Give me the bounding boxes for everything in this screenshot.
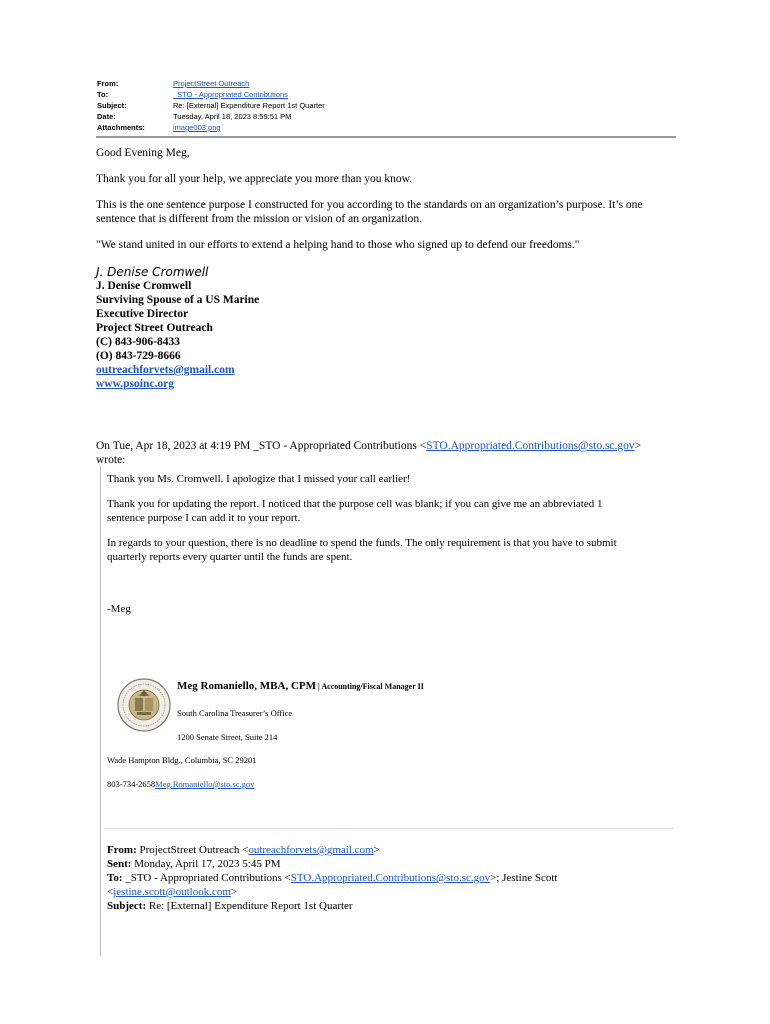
- header-divider: [96, 136, 676, 138]
- sig-line-2: Surviving Spouse of a US Marine: [96, 294, 260, 306]
- attachment-link[interactable]: image003.png: [173, 123, 221, 132]
- greeting: Good Evening Meg,: [96, 147, 190, 159]
- purpose-quote: "We stand united in our efforts to extend a helping hand to those who signed up to defend our freedoms.": [96, 239, 580, 251]
- quoted-purpose-2: sentence purpose I can add it to your report.: [107, 512, 301, 524]
- meg-sig-contact: [107, 777, 672, 791]
- header-attachments-row: [97, 122, 325, 133]
- sig-line-4: Project Street Outreach: [96, 322, 213, 334]
- fwd-from-close: >: [373, 844, 380, 856]
- on-line-email-link[interactable]: STO.Appropriated.Contributions@sto.sc.gov: [426, 440, 635, 452]
- fwd-sent-value: Monday, April 17, 2023 5:45 PM: [131, 858, 281, 870]
- sig-phone-cell: (C) 843-906-8433: [96, 336, 180, 348]
- fwd-sent-label: Sent:: [107, 858, 132, 870]
- header-to-row: [97, 89, 325, 100]
- meg-sig-name-line: [177, 679, 742, 694]
- fwd-subject-value: Re: [External] Expenditure Report 1st Quarter: [146, 900, 353, 912]
- fwd-subject-label: Subject:: [107, 900, 147, 912]
- paragraph-thanks: Thank you for all your help, we appreciate you more than you know.: [96, 173, 413, 185]
- fwd-sent-line: [107, 857, 672, 871]
- meg-sig-addr-2: Wade Hampton Bldg., Columbia, SC 29201: [107, 755, 257, 765]
- email-header: [97, 78, 325, 133]
- date-label: Date:: [97, 112, 116, 121]
- meg-sig-email-link[interactable]: Meg.Romaniello@sto.sc.gov: [155, 779, 255, 789]
- attachments-label: Attachments:: [97, 123, 145, 132]
- header-subject-row: [97, 100, 325, 111]
- quoted-message: [100, 466, 676, 956]
- fwd-from-name: ProjectStreet Outreach <: [136, 844, 249, 856]
- on-line-close: >: [634, 440, 642, 452]
- fwd-to-mid: >; Jestine Scott: [490, 872, 558, 884]
- quoted-deadline-2: quarterly reports every quarter until the funds are spent.: [107, 551, 353, 563]
- sig-web-link[interactable]: www.psoinc.org: [96, 378, 174, 390]
- handwritten-signature: J. Denise Cromwell: [96, 265, 209, 279]
- wrote-label: wrote:: [96, 454, 126, 466]
- header-from-row: [97, 78, 325, 89]
- forwarded-divider: [104, 828, 674, 829]
- treasurer-seal-logo: [117, 678, 171, 732]
- fwd-subject-line: [107, 899, 672, 913]
- from-label: From:: [97, 79, 119, 88]
- quoted-thanks: Thank you Ms. Cromwell. I apologize that I missed your call earlier!: [107, 473, 411, 485]
- paragraph-purpose-1: This is the one sentence purpose I constructed for you according to the standards on an organization’s purpose. It’s one: [96, 199, 643, 211]
- fwd-to-lt: <: [107, 886, 114, 898]
- fwd-to-gt: >: [230, 886, 238, 898]
- fwd-to-label: To:: [107, 872, 123, 884]
- subject-label: Subject:: [97, 101, 127, 110]
- fwd-from-line: [107, 843, 672, 857]
- fwd-to-email2-link[interactable]: jestine.scott@outlook.com: [113, 886, 231, 898]
- date-value: Tuesday, April 18, 2023 8:59:51 PM: [173, 112, 292, 121]
- subject-value: Re: [External] Expenditure Report 1st Quarter: [173, 101, 325, 110]
- to-value[interactable]: _STO - Appropriated Contributions: [173, 90, 288, 99]
- fwd-to-line-2: [107, 885, 672, 899]
- to-label: To:: [97, 90, 109, 99]
- quoted-purpose-1: Thank you for updating the report. I noticed that the purpose cell was blank; if you can give me an abbreviated 1: [107, 498, 603, 510]
- meg-sig-addr-1: 1200 Senate Street, Suite 214: [177, 732, 278, 742]
- fwd-to-line: [107, 871, 672, 885]
- paragraph-purpose-2: sentence that is different from the mission or vision of an organization.: [96, 213, 422, 225]
- quoted-signoff: -Meg: [107, 603, 131, 615]
- on-wrote-line: [96, 439, 671, 453]
- fwd-to-email-link[interactable]: STO.Appropriated.Contributions@sto.sc.gov: [290, 872, 491, 884]
- meg-sig-phone: 803-734-2658: [107, 779, 156, 789]
- quoted-deadline-1: In regards to your question, there is no deadline to spend the funds. The only requirement is that you have to submit: [107, 537, 617, 549]
- meg-sig-office: South Carolina Treasurer’s Office: [177, 708, 293, 718]
- fwd-from-label: From:: [107, 844, 137, 856]
- sig-phone-office: (O) 843-729-8666: [96, 350, 181, 362]
- sig-line-3: Executive Director: [96, 308, 189, 320]
- from-value[interactable]: ProjectStreet Outreach: [173, 79, 250, 88]
- reply-body: [96, 146, 671, 467]
- sig-name: J. Denise Cromwell: [96, 280, 192, 292]
- meg-sig-name: Meg Romaniello, MBA, CPM: [177, 680, 316, 692]
- meg-sig-title: | Accounting/Fiscal Manager II: [316, 682, 424, 691]
- on-line-text: On Tue, Apr 18, 2023 at 4:19 PM _STO - Appropriated Contributions <: [96, 440, 427, 452]
- fwd-from-email-link[interactable]: outreachforvets@gmail.com: [248, 844, 374, 856]
- sig-email-link[interactable]: outreachforvets@gmail.com: [96, 364, 235, 376]
- fwd-to-name: _STO - Appropriated Contributions <: [122, 872, 291, 884]
- header-date-row: [97, 111, 325, 122]
